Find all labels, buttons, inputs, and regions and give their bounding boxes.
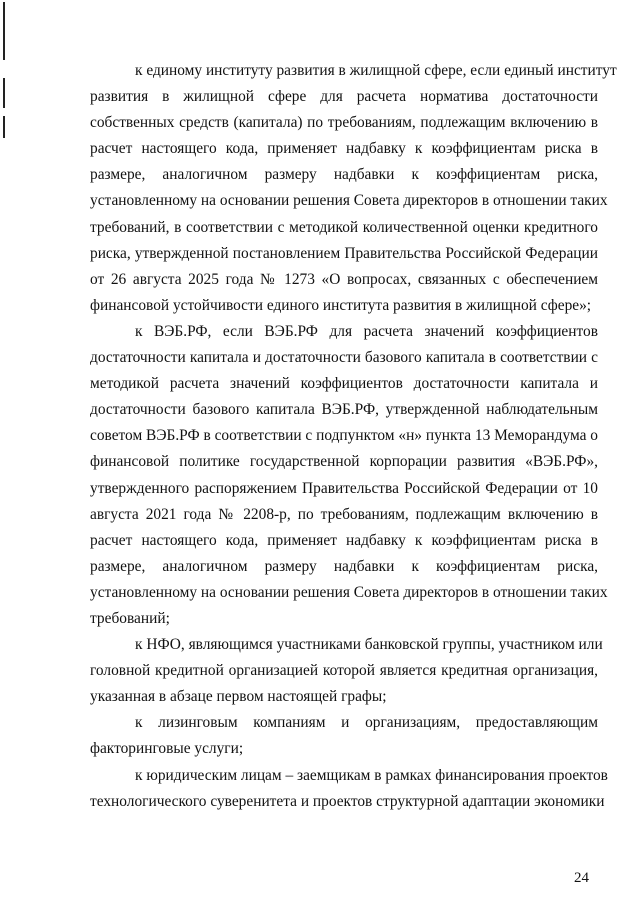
text-line: установленному на основании решения Совета директоров в отношении таких — [90, 583, 608, 601]
text-line: к юридическим лицам – заемщикам в рамках финансирования проектов — [135, 766, 608, 784]
text-line: к ВЭБ.РФ, если ВЭБ.РФ для расчета значений коэффициентов — [135, 322, 598, 340]
text-line: от 26 августа 2025 года № 1273 «О вопросах, связанных с обеспечением — [90, 270, 598, 288]
text-line: риска, утвержденной постановлением Правительства Российской Федерации — [90, 244, 598, 262]
text-line: методикой расчета значений коэффициентов достаточности капитала и — [90, 375, 598, 393]
text-line: собственных средств (капитала) по требованиям, подлежащим включению в — [90, 114, 598, 132]
text-line: технологического суверенитета и проектов структурной адаптации экономики — [90, 792, 605, 810]
text-line: утвержденного распоряжением Правительства Российской Федерации от 10 — [90, 479, 598, 497]
text-line: размере, аналогичном размеру надбавки к коэффициентам риска, — [90, 166, 598, 184]
page-number: 24 — [574, 870, 589, 886]
text-line: достаточности капитала и достаточности базового капитала в соответствии с — [90, 349, 598, 367]
text-line: требований; — [90, 609, 170, 627]
text-line: установленному на основании решения Совета директоров в отношении таких — [90, 192, 608, 210]
margin-mark-top — [3, 2, 5, 60]
text-line: головной кредитной организацией которой является кредитная организация, — [90, 662, 598, 680]
paragraph-leasing — [90, 710, 598, 762]
text-line: размере, аналогичном размеру надбавки к коэффициентам риска, — [90, 557, 598, 575]
text-line: финансовой политике государственной корпорации развития «ВЭБ.РФ», — [90, 453, 598, 471]
text-line: к НФО, являющимся участниками банковской группы, участником или — [135, 636, 603, 654]
margin-mark-middle — [3, 78, 5, 108]
text-line: финансовой устойчивости единого института развития в жилищной сфере»; — [90, 296, 592, 314]
text-line: советом ВЭБ.РФ в соответствии с подпунктом «н» пункта 13 Меморандума о — [90, 427, 598, 445]
text-line: достаточности базового капитала ВЭБ.РФ, утвержденной наблюдательным — [90, 401, 598, 419]
text-line: к лизинговым компаниям и организациям, предоставляющим — [135, 714, 598, 732]
paragraph-housing-institute — [90, 58, 617, 319]
text-line: расчет настоящего кода, применяет надбавку к коэффициентам риска в — [90, 140, 598, 158]
text-line: факторинговые услуги; — [90, 740, 244, 758]
text-line: расчет настоящего кода, применяет надбавку к коэффициентам риска в — [90, 531, 598, 549]
text-line: развития в жилищной сфере для расчета норматива достаточности — [90, 88, 598, 106]
text-line: требований, в соответствии с методикой количественной оценки кредитного — [90, 218, 598, 236]
text-line: августа 2021 года № 2208-р, по требованиям, подлежащим включению в — [90, 505, 598, 523]
paragraph-nfo — [90, 632, 603, 710]
text-line: к единому институту развития в жилищной сфере, если единый институт — [135, 62, 617, 79]
document-body — [90, 58, 617, 815]
text-line: указанная в абзаце первом настоящей графы; — [90, 688, 387, 706]
paragraph-legal-entities — [90, 763, 608, 815]
margin-mark-lower — [3, 116, 5, 138]
paragraph-veb-rf — [90, 319, 608, 632]
